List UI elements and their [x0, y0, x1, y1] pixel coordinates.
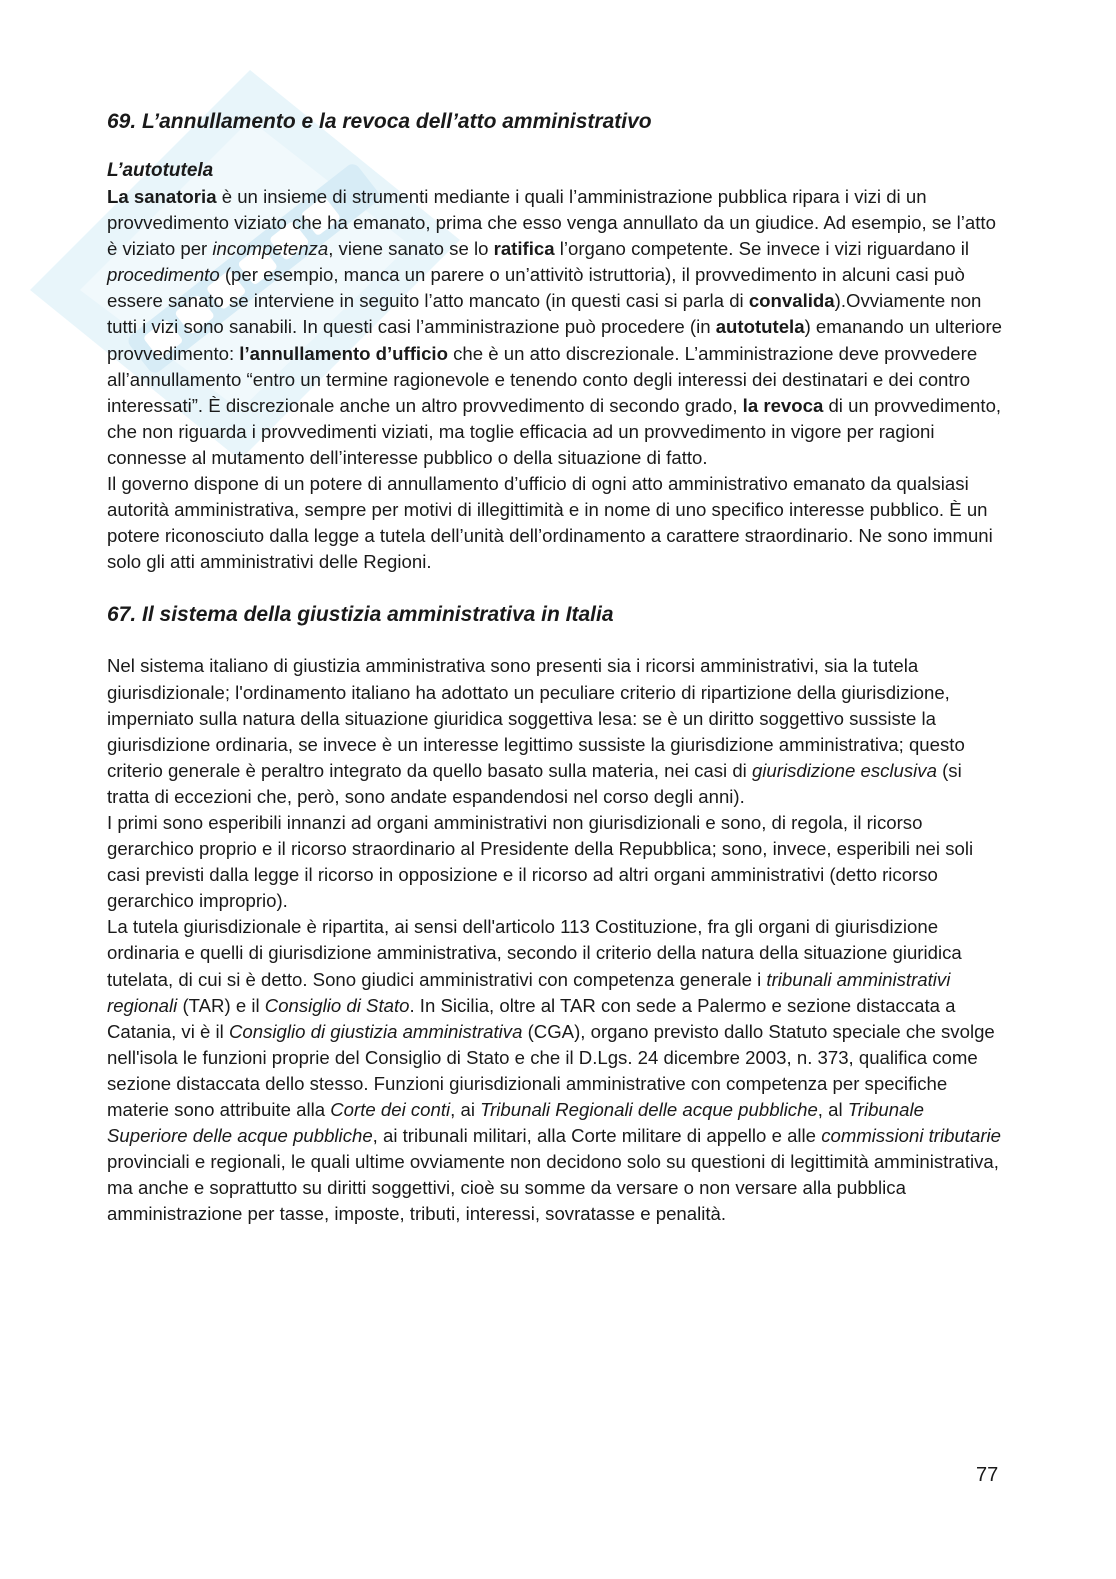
italic-term: giurisdizione esclusiva [751, 759, 937, 781]
text-run: provinciali e regionali, le quali ultime ovviamente non decidono solo su questioni di legittimità amministrativa, ma anche e soprattutto su diritti soggettivi, cioè su somme da versare o non versare alla pubblica amministrazione per tasse, imposte, tributi, interessi, sovratasse e penalità. [107, 1151, 999, 1225]
text-run: . In Sicilia, oltre al TAR con sede a Palermo e sezione distaccata a Catania, vi è il [107, 994, 956, 1042]
bold-term: ratifica [493, 238, 555, 260]
bold-term: la revoca [742, 394, 824, 416]
text-run: , ai tribunali militari, alla Corte militare di appello e alle [372, 1125, 822, 1147]
page-number: 77 [976, 1464, 999, 1486]
italic-term: Corte dei conti [330, 1099, 451, 1120]
section-2-paragraph-3 [107, 914, 1007, 1227]
text-run: ) emanando un ulteriore provvedimento: [107, 316, 1002, 364]
document-page [107, 108, 1007, 1227]
text-run: l’organo competente. Se invece i vizi riguardano il [554, 238, 970, 260]
text-run: (si tratta di eccezioni che, però, sono andate espandendosi nel corso degli anni). [107, 759, 962, 807]
text-run: di un provvedimento, che non riguarda i provvedimenti viziati, ma toglie efficacia ad un provvedimento in vigore per ragioni connesse al mutamento dell’interesse pubblico o della situazione di fatto. [107, 394, 1002, 468]
text-run: I primi sono esperibili innanzi ad organi amministrativi non giurisdizionali e sono, di regola, il ricorso gerarchico proprio e il ricorso straordinario al Presidente della Repubblica; sono, invece, esperibili nei soli casi previsti dalla legge il ricorso in opposizione e il ricorso ad altri organi amministrativi (detto ricorso gerarchico improprio). [107, 811, 974, 912]
italic-term: commissioni tributarie [821, 1125, 1001, 1147]
section-1-subtitle: L’autotutela [107, 160, 214, 181]
bold-term: La sanatoria [107, 186, 217, 207]
italic-term: Consiglio di Stato [264, 994, 410, 1016]
text-run: Il governo dispone di un potere di annullamento d’ufficio di ogni atto amministrativo emanato da qualsiasi autorità amministrativa, sempre per motivi di illegittimità e in nome di uno specifico interesse pubblico. È un potere riconosciuto dalla legge a tutela dell’unità dell’ordinamento a carattere straordinario. Ne sono immuni solo gli atti amministrativi delle Regioni. [107, 473, 993, 573]
section-2-paragraph-1 [107, 653, 1007, 810]
bold-term: convalida [748, 290, 835, 312]
text-run: , ai [450, 1099, 481, 1120]
italic-term: Consiglio di giustizia amministrativa [228, 1020, 523, 1042]
italic-term: tribunali amministrativi regionali [107, 968, 951, 1016]
text-run: (CGA), organo previsto dallo Statuto speciale che svolge nell'isola le funzioni proprie del Consiglio di Stato e che il D.Lgs. 24 dicembre 2003, n. 373, qualifica come sezione distaccata dello stesso. Funzioni giurisdizionali amministrative con competenza per specifiche materie sono attribuite alla [107, 1020, 995, 1120]
text-run: , al [817, 1099, 848, 1120]
text-run: , viene sanato se lo [328, 238, 494, 260]
section-1-paragraph-2 [107, 471, 1007, 575]
section-2-paragraph-2 [107, 810, 1007, 914]
section-1-paragraph-1 [107, 184, 1007, 471]
text-run: è un insieme di strumenti mediante i quali l’amministrazione pubblica ripara i vizi di un provvedimento viziato che ha emanato, prima che esso venga annullato da un giudice. Ad esempio, se l’atto è viziato per [107, 186, 996, 260]
text-run: che è un atto discrezionale. L’amministrazione deve provvedere all’annullamento “entro un termine ragionevole e tenendo conto degli interessi dei destinatari e dei contro interessati”. È discrezionale anche un altro provvedimento di secondo grado, [107, 342, 978, 416]
italic-term: procedimento [107, 264, 220, 286]
section-2-title: 67. Il sistema della giustizia amministrativa in Italia [107, 603, 614, 627]
text-run: ).Ovviamente non tutti i vizi sono sanabili. In questi casi l’amministrazione può procedere (in [107, 290, 982, 338]
bold-term: l’annullamento d’ufficio [239, 342, 448, 364]
text-run: (per esempio, manca un parere o un’attivitò istruttoria), il provvedimento in alcuni casi può essere sanato se interviene in seguito l’atto mancato (in questi casi si parla di [107, 264, 965, 312]
text-run: (TAR) e il [177, 994, 265, 1016]
text-run: La tutela giurisdizionale è ripartita, ai sensi dell'articolo 113 Costituzione, fra gli organi di giurisdizione ordinaria e quelli di giurisdizione amministrativa, secondo il criterio della natura della situazione giuridica tutelata, di cui si è detto. Sono giudici amministrativi con competenza generale i [107, 916, 962, 990]
text-run: Nel sistema italiano di giustizia amministrativa sono presenti sia i ricorsi amministrativi, sia la tutela giurisdizionale; l'ordinamento italiano ha adottato un peculiare criterio di ripartizione della giurisdizione, imperniato sulla natura della situazione giuridica soggettiva lesa: se è un diritto soggettivo sussiste la giurisdizione ordinaria, se invece è un interesse legittimo sussiste la giurisdizione amministrativa; questo criterio generale è peraltro integrato da quello basato sulla materia, nei casi di [107, 655, 965, 781]
italic-term: Tribunale Superiore delle acque pubbliche [107, 1099, 924, 1147]
italic-term: Tribunali Regionali delle acque pubbliche [480, 1099, 818, 1120]
bold-term: autotutela [715, 316, 805, 338]
italic-term: incompetenza [212, 238, 329, 260]
section-1-title: 69. L’annullamento e la revoca dell’atto amministrativo [107, 110, 652, 133]
